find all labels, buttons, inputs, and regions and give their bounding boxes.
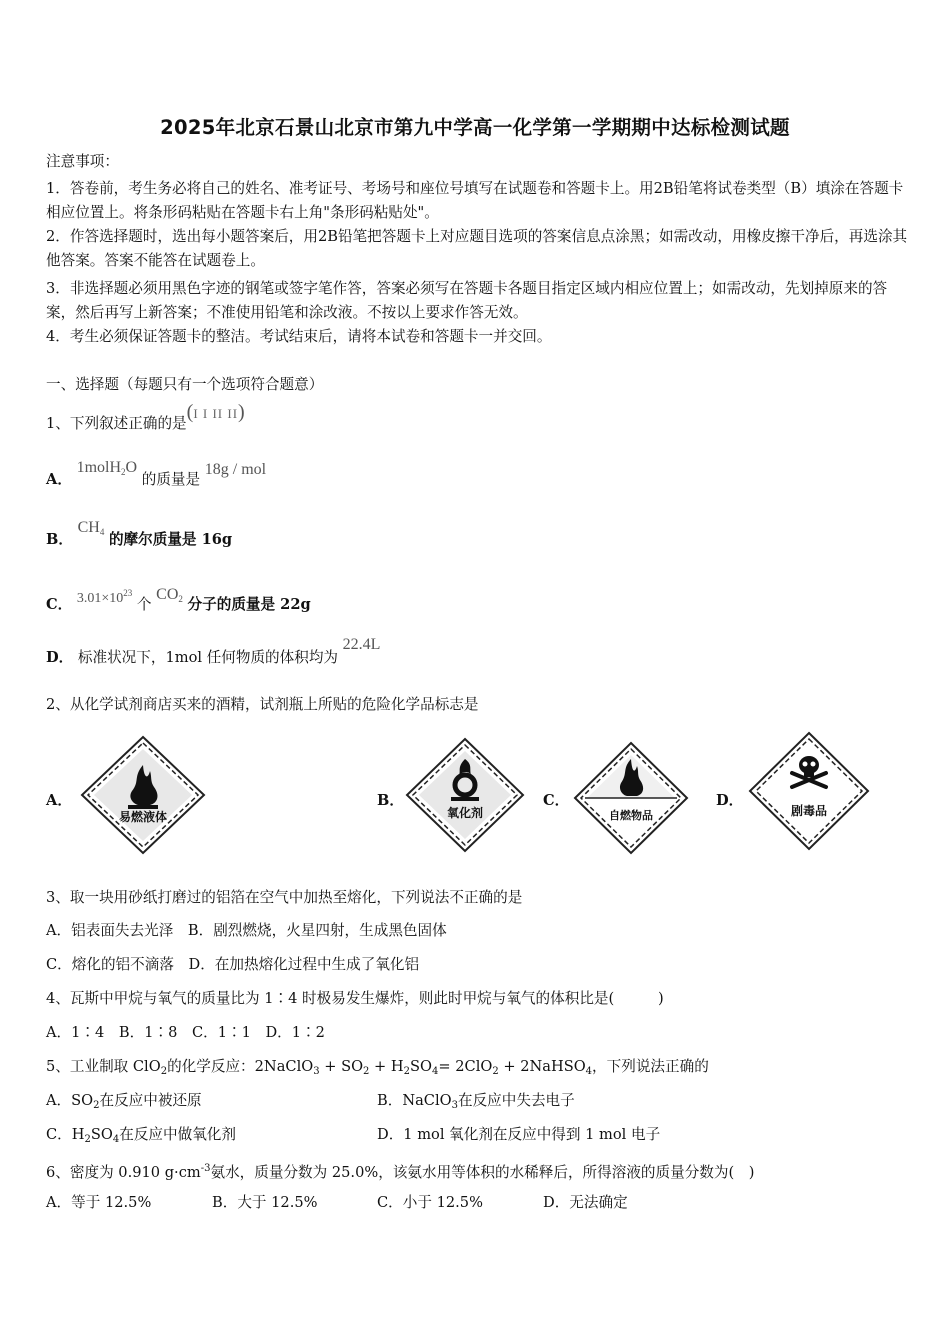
question-1-option-d: D． 标准状况下，1mol 任何物质的体积均为 22.4L (46, 636, 381, 666)
question-4-stem: 4、瓦斯中甲烷与氧气的质量比为 1∶4 时极易发生爆炸，则此时甲烷与氧气的体积比是( ) (46, 990, 664, 1007)
spontaneous-combustion-sign-icon (571, 741, 691, 857)
question-5-option-d: D．1 mol 氧化剂在反应中得到 1 mol 电子 (377, 1126, 661, 1143)
question-6-option-a: A．等于 12.5% (46, 1194, 152, 1211)
question-6-stem: 6、密度为 0.910 $g\cdot cm^{-3}$氨水，质量分数为 25.0%，该氨水用等体积的水稀释后，所得溶液的质量分数为( ) (46, 1163, 755, 1181)
notice-item-4: 4．考生必须保证答题卡的整洁。考试结束后，请将本试卷和答题卡一并交回。 (46, 328, 552, 345)
question-6-option-c: C．小于 12.5% (377, 1194, 483, 1211)
question-6-option-d: D．无法确定 (543, 1194, 628, 1211)
section-heading: 一、选择题（每题只有一个选项符合题意） (46, 376, 324, 393)
notice-item-1: 1．答卷前，考生务必将自己的姓名、准考证号、考场号和座位号填写在试题卷和答题卡上。用2B铅笔将试卷类型（B）填涂在答题卡相应位置上。将条形码粘贴在答题卡右上角"条形码粘贴处"。 (46, 180, 904, 221)
question-1-option-b: B． $CH_4$ 的摩尔质量是 16g (46, 519, 233, 548)
question-2-option-a-label: A． (46, 792, 72, 809)
sign-d-text: 剧毒品 (790, 804, 828, 818)
notice-heading: 注意事项： (46, 153, 119, 170)
sign-a-text: 易燃液体 (118, 810, 168, 824)
question-2-option-c-label: C． (543, 792, 570, 809)
sign-b-text: 氧化剂 (446, 806, 484, 820)
question-5-option-c: C．$H_2SO_4$在反应中做氧化剂 (46, 1126, 236, 1145)
question-3-options-row-2: C．熔化的铝不滴落 D．在加热熔化过程中生成了氧化铝 (46, 956, 420, 973)
notice-item-3: 3．非选择题必须用黑色字迹的钢笔或签字笔作答，答案必须写在答题卡各题目指定区域内相应位置上；如需改动，先划掉原来的答案，然后再写上新答案；不准使用铅笔和涂改液。不按以上要求作答无效。 (46, 280, 888, 321)
toxic-sign-icon (746, 731, 872, 853)
flammable-liquid-sign-icon (78, 735, 208, 855)
question-5-option-a: A．$SO_2$在反应中被还原 (46, 1092, 202, 1111)
question-2-option-b-label: B． (377, 792, 404, 809)
question-1-answer-blank: I I II II (193, 406, 239, 421)
question-1-option-a: A． 1molH$_2$O 的质量是 18g / mol (46, 459, 267, 488)
question-5-stem: 5、工业制取 ClO$_2$的化学反应：2NaClO$_3$ + $SO_2 + H_2SO_4= 2ClO_2$ + 2NaHSO$_4$，下列说法正确的 (46, 1058, 709, 1077)
question-3-options-row-1: A．铝表面失去光泽 B．剧烈燃烧，火星四射，生成黑色固体 (46, 922, 447, 939)
notice-item-2: 2．作答选择题时，选出每小题答案后，用2B铅笔把答题卡上对应题目选项的答案信息点涂黑；如需改动，用橡皮擦干净后，再选涂其他答案。答案不能答在试题卷上。 (46, 228, 908, 269)
sign-c-text: 自燃物品 (609, 809, 653, 822)
question-5-option-b: B．NaClO$_3$在反应中失去电子 (377, 1092, 575, 1111)
question-1-option-c: C． $3.01\times 10^{23}$ 个 $CO_2$ 分子的质量是 22g (46, 586, 311, 613)
page-title: 2025年北京石景山北京市第九中学高一化学第一学期期中达标检测试题 (160, 116, 790, 139)
question-1-stem: 1、下列叙述正确的是(I I II II) (46, 401, 245, 432)
oxidizer-sign-icon (403, 737, 527, 855)
question-6-option-b: B．大于 12.5% (212, 1194, 318, 1211)
question-2-stem: 2、从化学试剂商店买来的酒精，试剂瓶上所贴的危险化学品标志是 (46, 696, 479, 713)
question-4-options: A．1∶4 B．1∶8 C．1∶1 D．1∶2 (46, 1024, 325, 1041)
question-3-stem: 3、取一块用砂纸打磨过的铝箔在空气中加热至熔化，下列说法不正确的是 (46, 889, 523, 906)
question-2-option-d-label: D． (716, 792, 744, 809)
